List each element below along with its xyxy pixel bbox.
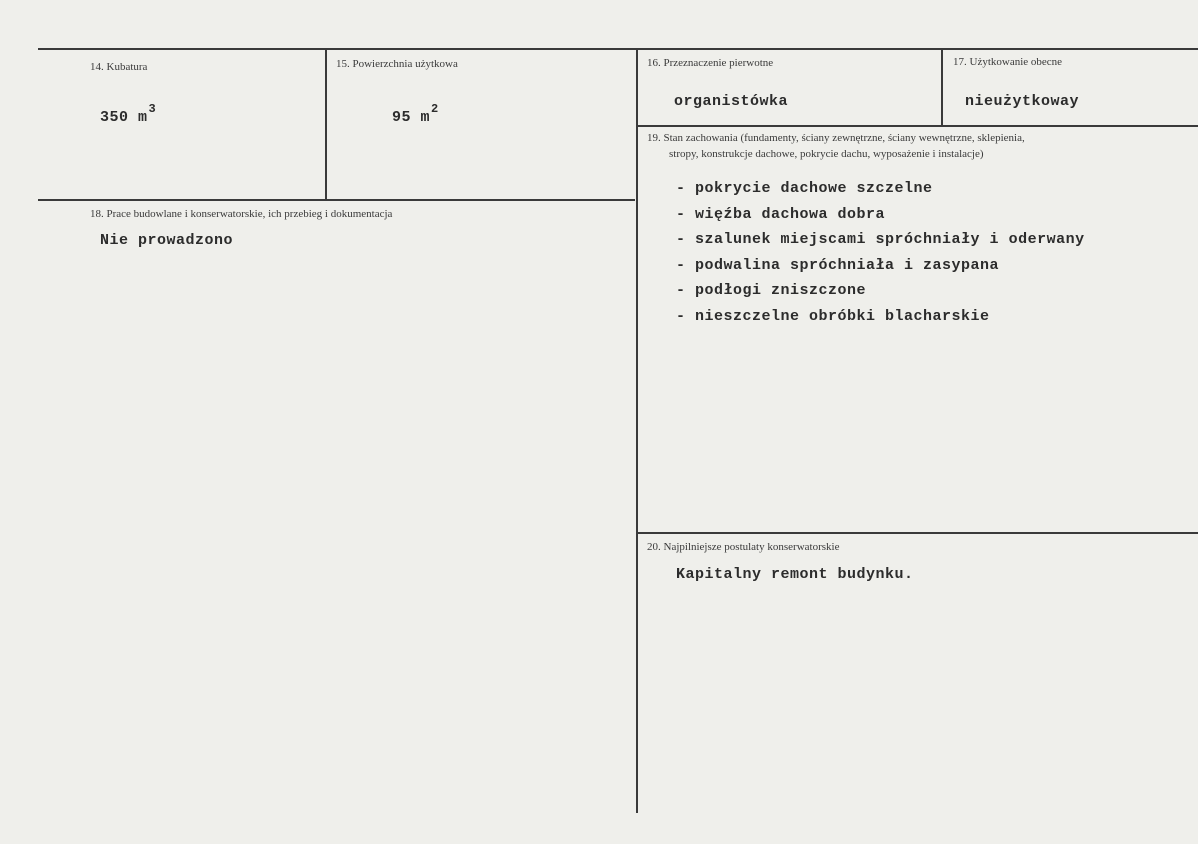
row-divider-right-lower: [637, 532, 1198, 534]
col-divider-14-15: [325, 48, 327, 200]
list-item: - podwalina spróchniała i zasypana: [676, 253, 1085, 279]
powierzchnia-exponent: 2: [431, 102, 439, 116]
stan-label-line1: 19. Stan zachowania (fundamenty, ściany zewnętrzne, ściany wewnętrzne, sklepienia,: [647, 132, 1025, 144]
top-rule: [38, 48, 1198, 50]
kubatura-label: 14. Kubatura: [90, 61, 148, 73]
list-item: - szalunek miejscami spróchniały i oderwany: [676, 227, 1085, 253]
col-divider-16-17: [941, 48, 943, 126]
prace-value: Nie prowadzono: [100, 232, 234, 249]
list-item: - podłogi zniszczone: [676, 278, 1085, 304]
uzytkowanie-value: nieużytkoway: [965, 93, 1080, 110]
kubatura-number: 350: [100, 109, 129, 126]
list-item: - więźba dachowa dobra: [676, 202, 1085, 228]
uzytkowanie-label: 17. Użytkowanie obecne: [953, 56, 1063, 68]
przeznaczenie-label: 16. Przeznaczenie pierwotne: [647, 57, 774, 69]
col-divider-main: [636, 48, 638, 813]
stan-label-line2: stropy, konstrukcje dachowe, pokrycie dachu, wyposażenie i instalacje): [669, 148, 984, 160]
list-item: - pokrycie dachowe szczelne: [676, 176, 1085, 202]
list-item: - nieszczelne obróbki blacharskie: [676, 304, 1085, 330]
powierzchnia-value: [392, 102, 439, 126]
stan-list: [676, 176, 1085, 330]
postulaty-value: Kapitalny remont budynku.: [676, 566, 914, 583]
row-divider-left: [38, 199, 635, 201]
prace-label: 18. Prace budowlane i konserwatorskie, ich przebieg i dokumentacja: [90, 208, 393, 220]
przeznaczenie-value: organistówka: [674, 93, 789, 110]
powierzchnia-unit: m: [420, 109, 431, 126]
powierzchnia-number: 95: [392, 109, 412, 126]
row-divider-right-upper: [637, 125, 1198, 127]
kubatura-value: [100, 102, 156, 126]
powierzchnia-label: 15. Powierzchnia użytkowa: [336, 58, 458, 70]
kubatura-exponent: 3: [148, 102, 157, 116]
postulaty-label: 20. Najpilniejsze postulaty konserwatorskie: [647, 541, 840, 553]
kubatura-unit: m: [138, 109, 148, 126]
